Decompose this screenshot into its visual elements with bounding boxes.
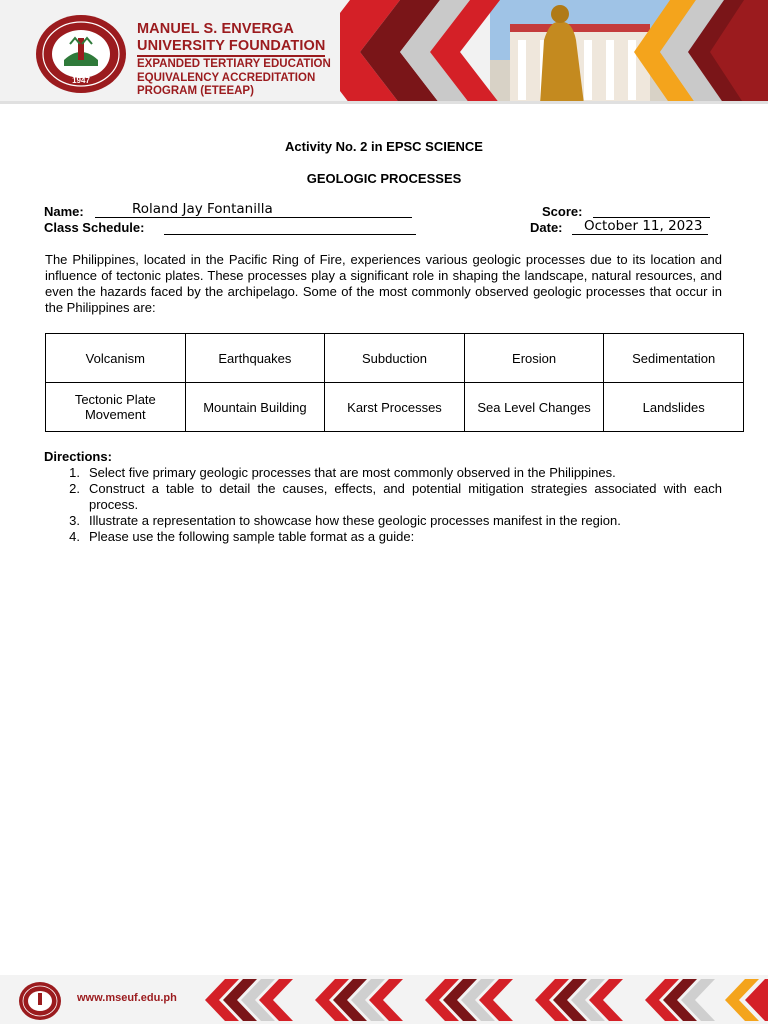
header-divider	[137, 55, 325, 57]
table-cell: Subduction	[325, 334, 465, 383]
directions-list	[44, 465, 722, 545]
date-value: October 11, 2023	[584, 218, 703, 234]
table-cell: Sea Level Changes	[464, 383, 604, 432]
score-field[interactable]	[593, 201, 710, 218]
website-link[interactable]: www.mseuf.edu.ph	[77, 992, 177, 1004]
program-name-line1: EXPANDED TERTIARY EDUCATION	[137, 58, 331, 70]
page-footer	[0, 975, 768, 1024]
directions-heading: Directions:	[44, 449, 112, 464]
list-item-text: Please use the following sample table format as a guide:	[89, 529, 415, 544]
list-item	[44, 529, 722, 545]
university-seal-logo	[34, 14, 128, 94]
class-schedule-field[interactable]	[164, 218, 416, 235]
table-cell: Sedimentation	[604, 334, 744, 383]
table-cell: Tectonic Plate Movement	[46, 383, 186, 432]
table-cell: Landslides	[604, 383, 744, 432]
university-name-line2: UNIVERSITY FOUNDATION	[137, 38, 326, 54]
list-item-text: Construct a table to detail the causes, effects, and potential mitigation strategies associated with each process.	[89, 481, 722, 512]
list-item	[44, 481, 722, 513]
name-field[interactable]	[95, 201, 412, 218]
list-item-number: 3.	[69, 513, 80, 528]
topic-title: GEOLOGIC PROCESSES	[306, 171, 462, 186]
list-item-number: 1.	[69, 465, 80, 480]
table-cell: Karst Processes	[325, 383, 465, 432]
intro-paragraph: The Philippines, located in the Pacific Ring of Fire, experiences various geologic processes due to its location and influence of tectonic plates. These processes play a significant role in shaping the landscape, natural resources, and even the hazards faced by the archipelago. Some of the most commonly observed geologic processes that occur in the Philippines are:	[45, 252, 722, 315]
list-item-text: Select five primary geologic processes that are most commonly observed in the Philippines.	[89, 465, 616, 480]
svg-text:1947: 1947	[72, 76, 90, 85]
date-field[interactable]	[572, 218, 708, 235]
date-label: Date:	[530, 220, 563, 235]
header-bottom-border	[0, 101, 768, 104]
list-item-text: Illustrate a representation to showcase how these geologic processes manifest in the region.	[89, 513, 621, 528]
geologic-processes-table	[45, 333, 744, 432]
program-name	[137, 58, 331, 99]
table-cell: Erosion	[464, 334, 604, 383]
program-name-line2: EQUIVALENCY ACCREDITATION	[137, 71, 316, 84]
table-row	[46, 383, 744, 432]
footer-chevron-graphic	[205, 979, 768, 1021]
name-value: Roland Jay Fontanilla	[132, 201, 273, 217]
list-item-number: 2.	[69, 481, 80, 496]
list-item	[44, 513, 722, 529]
university-name-line1: MANUEL S. ENVERGA	[137, 21, 294, 37]
header-banner-graphic	[340, 0, 768, 104]
name-label: Name:	[44, 204, 84, 219]
table-cell: Volcanism	[46, 334, 186, 383]
page-header	[0, 0, 768, 104]
program-name-line3: PROGRAM (ETEEAP)	[137, 85, 254, 97]
list-item-number: 4.	[69, 529, 80, 544]
list-item	[44, 465, 722, 481]
table-row	[46, 334, 744, 383]
score-label: Score:	[542, 204, 583, 219]
class-schedule-label: Class Schedule:	[44, 220, 145, 235]
table-cell: Earthquakes	[185, 334, 325, 383]
activity-title: Activity No. 2 in EPSC SCIENCE	[285, 139, 483, 154]
table-cell: Mountain Building	[185, 383, 325, 432]
footer-seal-logo	[18, 981, 62, 1021]
university-name	[137, 21, 325, 55]
